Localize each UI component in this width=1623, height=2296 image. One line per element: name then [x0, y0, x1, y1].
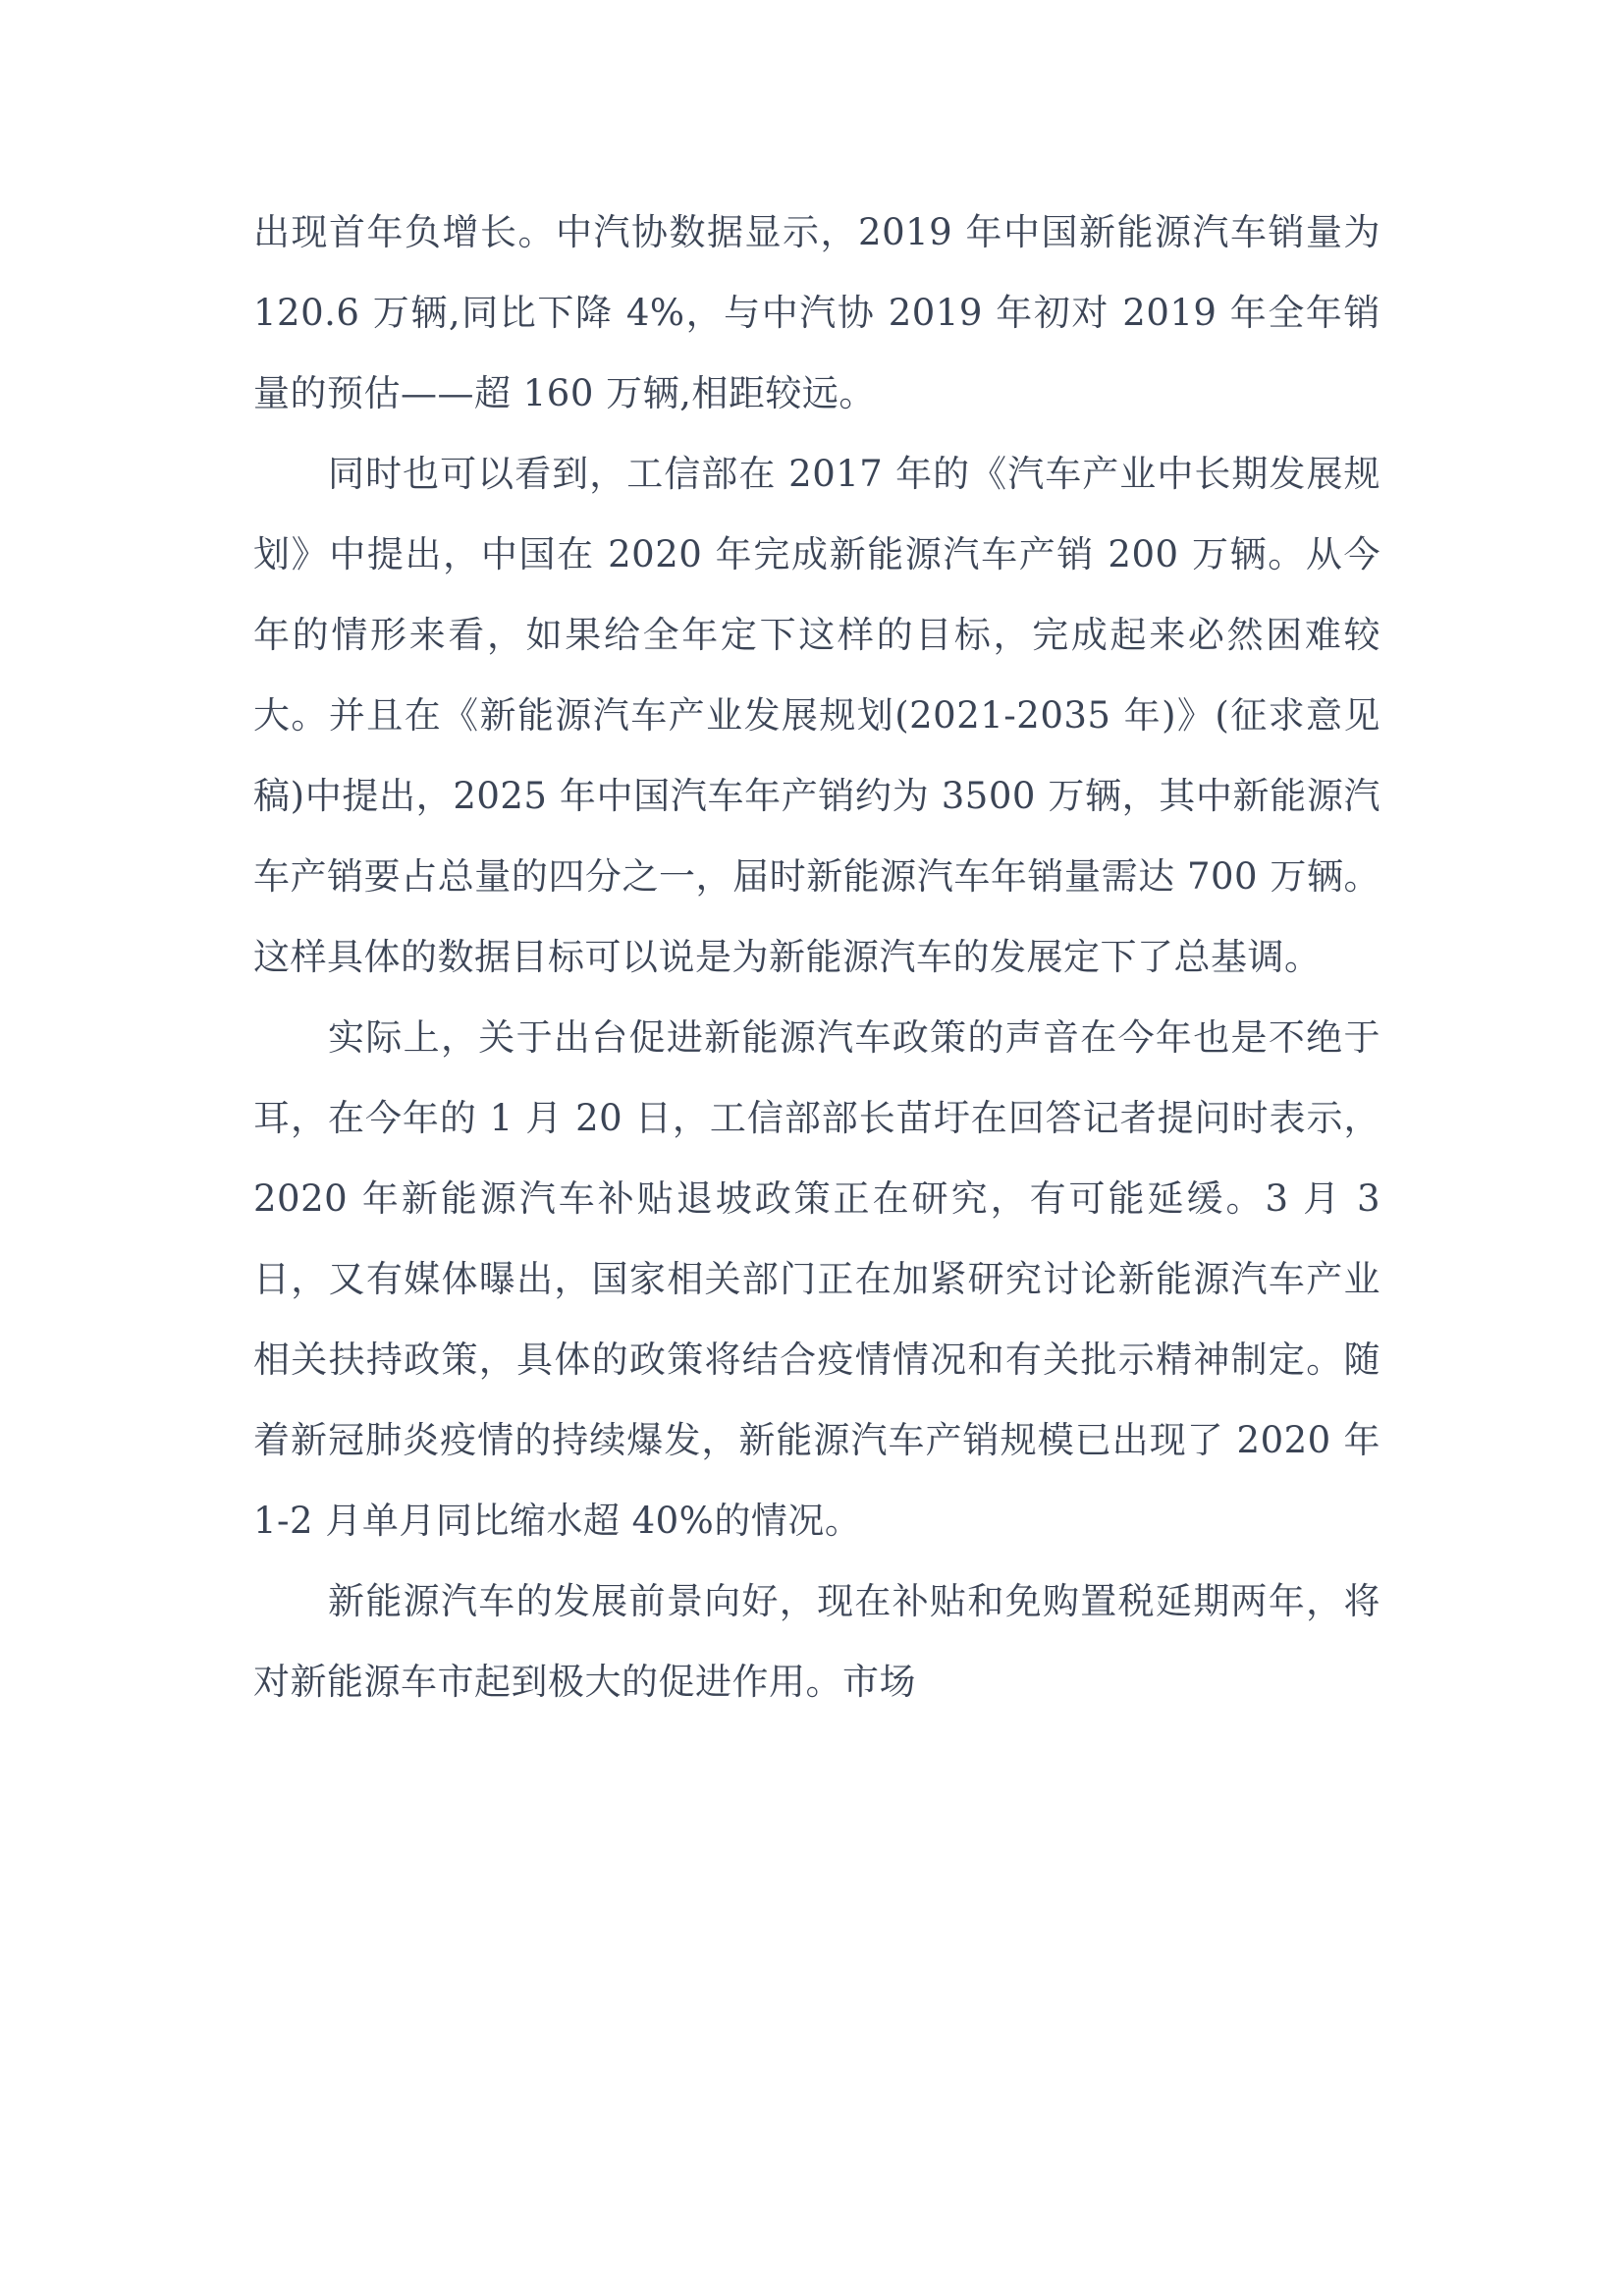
paragraph-3: 实际上，关于出台促进新能源汽车政策的声音在今年也是不绝于耳，在今年的 1 月 20 日，工信部部长苗圩在回答记者提问时表示，2020 年新能源汽车补贴退坡政策正在研究，有可能延缓。3 月 3 日，又有媒体曝出，国家相关部门正在加紧研究讨论新能源汽车产业相关扶持政策，具体的政策将结合疫情情况和有关批示精神制定。随着新冠肺炎疫情的持续爆发，新能源汽车产销规模已出现了 2020 年 1-2 月单月同比缩水超 40%的情况。 [253, 1016, 1380, 1542]
document-text-block [253, 192, 1380, 1722]
paragraph-1: 出现首年负增长。中汽协数据显示，2019 年中国新能源汽车销量为 120.6 万辆,同比下降 4%，与中汽协 2019 年初对 2019 年全年销量的预估——超 160 万辆,相距较远。 [253, 211, 1380, 414]
paragraph-2: 同时也可以看到，工信部在 2017 年的《汽车产业中长期发展规划》中提出，中国在 2020 年完成新能源汽车产销 200 万辆。从今年的情形来看，如果给全年定下这样的目标，完成起来必然困难较大。并且在《新能源汽车产业发展规划(2021-2035 年)》(征求意见稿)中提出，2025 年中国汽车年产销约为 3500 万辆，其中新能源汽车产销要占总量的四分之一，届时新能源汽车年销量需达 700 万辆。这样具体的数据目标可以说是为新能源汽车的发展定下了总基调。 [253, 453, 1380, 978]
paragraph-4: 新能源汽车的发展前景向好，现在补贴和免购置税延期两年，将对新能源车市起到极大的促进作用。市场 [253, 1580, 1380, 1703]
